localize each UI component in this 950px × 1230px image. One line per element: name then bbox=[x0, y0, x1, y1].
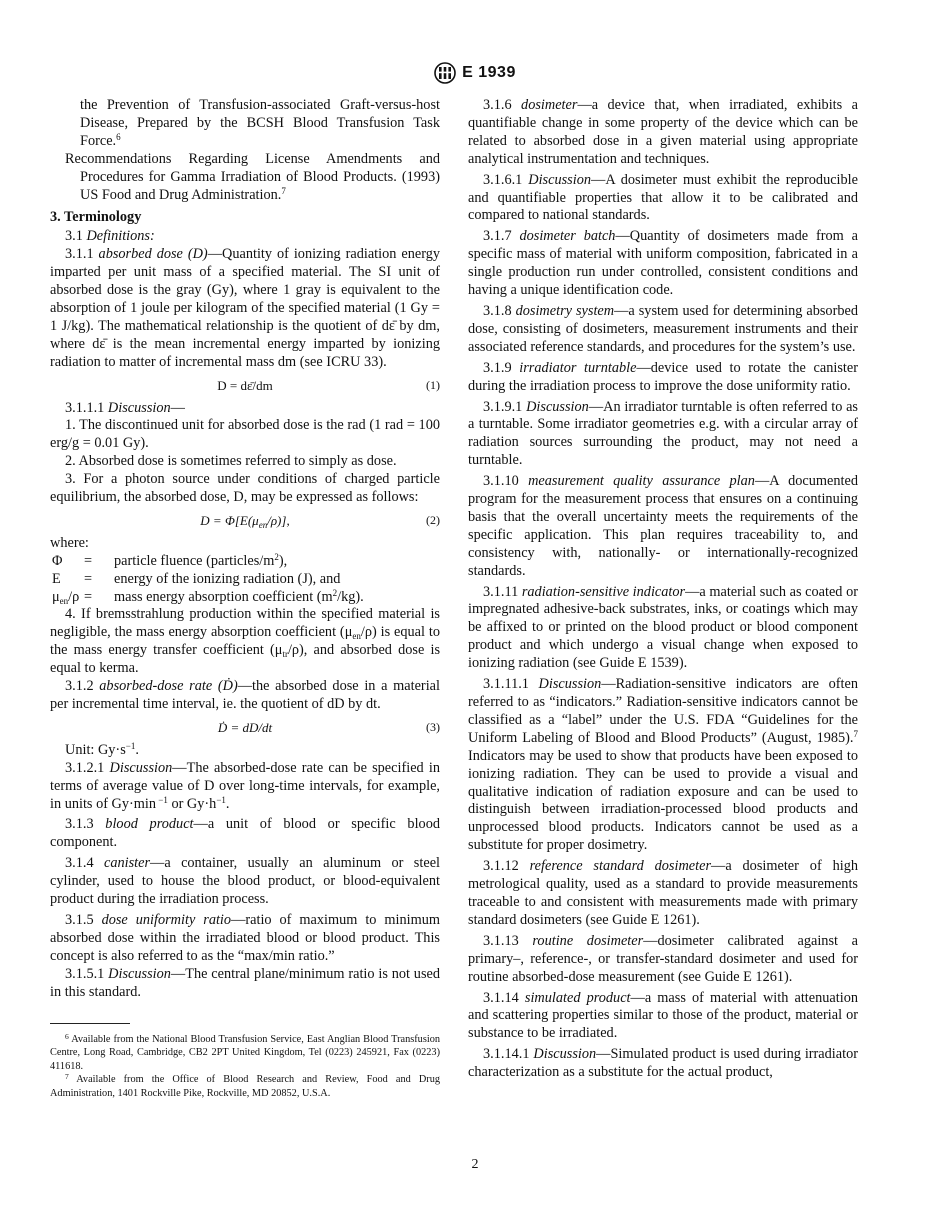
definition-absorbed-dose: 3.1.1 absorbed dose (D)—Quantity of ionizing radiation energy imparted per unit mass of a specified material. The SI unit of absorbed dose is the gray (Gy), where 1 gray is equivalent to the absorption of 1 joule per kilogram of the specified material (1 Gy = 1 J/kg). The mathematical relationship is the quotient of dε̄ by dm, where dε̄ is the mean incremental energy imparted by ionizing radiation to matter of incremental mass dm (see ICRU 33). bbox=[50, 246, 441, 370]
definition-radiation-sensitive-indicator: 3.1.11 radiation-sensitive indicator—a material such as coated or impregnated adhesive-back substrates, inks, or coatings which may be affixed to or printed on the blood product or blood component product and which undergo a visual change when exposed to ionizing radiation (see Guide E 1539). bbox=[468, 583, 858, 672]
list-item: 1. The discontinued unit for absorbed dose is the rad (1 rad = 100 erg/g = 0.01 Gy). bbox=[50, 417, 440, 452]
right-column bbox=[468, 97, 858, 1082]
equation-2: $D = \Phi[E(\mu_{en}/\rho)]$, (2) bbox=[200, 512, 440, 530]
page-number: 2 bbox=[471, 1157, 479, 1172]
definition-measurement-qa-plan: 3.1.10 measurement quality assurance plan—A documented program for the measurement process that ensures on a continuing basis that the overall uncertainty meets the requirements of the specific application. This plan requires traceability to, and consistency with, nationally- or internationally-recognized standards. bbox=[468, 473, 859, 579]
discussion-3-1-1-1: 3.1.1.1 Discussion— bbox=[65, 399, 185, 416]
list-item: 2. Absorbed dose is sometimes referred to simply as dose. bbox=[65, 453, 397, 470]
section-title: 3. Terminology bbox=[50, 209, 142, 226]
definition-3-1: 3.1 Definitions: bbox=[65, 228, 155, 245]
discussion-3-1-9-1: 3.1.9.1 Discussion—An irradiator turntable is often referred to as a turntable. Some irradiator geometries e.g. with a circular array of radiation sources surrounding the product, may not need a turntable. bbox=[468, 398, 858, 469]
definition-simulated-product: 3.1.14 simulated product—a mass of material with attenuation and scattering properties similar to those of the product, material or substance to be irradiated. bbox=[468, 989, 858, 1042]
definition-irradiator-turntable: 3.1.9 irradiator turntable—device used to rotate the canister during the irradiation process to improve the dose uniformity ratio. bbox=[468, 359, 858, 394]
where-row: Φ = particle fluence $(particles/m^2)$, bbox=[52, 551, 288, 569]
unit-line: Unit: $Gy\cdot s^{-1}$. bbox=[65, 740, 139, 758]
reference-entry: Recommendations Regarding License Amendments and Procedures for Gamma Irradiation of Blood Products. (1993) US Food and Drug Administration.$^7$ bbox=[65, 150, 440, 203]
definition-blood-product: 3.1.3 blood product—a unit of blood or specific blood component. bbox=[50, 816, 440, 851]
astm-logo-icon bbox=[434, 62, 456, 84]
list-item: 3. For a photon source under conditions of charged particle equilibrium, the absorbed dose, D, may be expressed as follows: bbox=[50, 471, 440, 506]
footnote-divider bbox=[50, 1023, 130, 1024]
page-header bbox=[0, 62, 950, 84]
definition-absorbed-dose-rate: 3.1.2 absorbed-dose rate (Ḋ)—the absorbed dose in a material per incremental time interval, ie. the quotient of dD by dt. bbox=[50, 678, 440, 712]
where-label: where: bbox=[50, 534, 89, 551]
reference-entry: the Prevention of Transfusion-associated Graft-versus-host Disease, Prepared by the BCSH Blood Transfusion Task Force.$^6$ bbox=[80, 97, 440, 149]
definition-reference-standard-dosimeter: 3.1.12 reference standard dosimeter—a dosimeter of high metrological quality, used as a standard to provide measurements traceable to and consistent with measurements made with primary standard dosimeters (see Guide E 1261). bbox=[468, 858, 858, 928]
footnote: $^6$ Available from the National Blood Transfusion Service, East Anglian Blood Transfusion Centre, Long Road, Cambridge, CB2 2PT United Kingdom, Tel (0223) 245921, Fax (0223) 411618. bbox=[50, 1031, 440, 1072]
where-row: E = energy of the ionizing radiation (J), and bbox=[52, 570, 341, 587]
discussion-3-1-11-1: 3.1.11.1 Discussion—Radiation-sensitive indicators are often referred to as “indicators.” Radiation-sensitive indicators cannot be classified as a “label” under the U.S. FDA “Guidelines for the Uniform Labeling of Blood and Blood Products” (August, 1985).$^7$ Indicators may be used to show that products have been exposed to ionizing radiation. They can be used to provide a visual and qualitative indication of radiation exposure and can be used to distinguish between irradiation-processed blood products and unprocessed blood products. Indicators cannot be used as a substitute for proper dosimetry. bbox=[468, 676, 859, 854]
left-column bbox=[50, 97, 440, 1100]
definition-dosimeter: 3.1.6 dosimeter—a device that, when irradiated, exhibits a quantifiable change in some property of the device which can be related to absorbed dose in a given material using appropriate analytical instrumentation and techniques. bbox=[468, 97, 858, 167]
list-item: 4. If bremsstrahlung production within the specified material is negligible, the mass energy absorption coefficient $(\mu_{en}/\rho)$ is equal to the mass energy transfer coefficient $(\mu_{tr}/\rho)$, and absorbed dose is equal to kerma. bbox=[50, 606, 441, 677]
definition-dose-uniformity-ratio: 3.1.5 dose uniformity ratio—ratio of maximum to minimum absorbed dose within the irradiated blood or blood product. This concept is also referred to as the “max/min ratio.” bbox=[50, 911, 441, 964]
definition-routine-dosimeter: 3.1.13 routine dosimeter—dosimeter calibrated against a primary–, reference-, or transfer-standard dosimeter and used for routine absorbed-dose measurement (see Guide E 1261). bbox=[468, 932, 858, 985]
discussion-3-1-6-1: 3.1.6.1 Discussion—A dosimeter must exhibit the reproducible and quantifiable properties that allow it to be calibrated and compared to national standards. bbox=[468, 171, 859, 224]
equation-1: D = dε̄/dm (1) bbox=[217, 377, 440, 393]
definition-canister: 3.1.4 canister—a container, usually an aluminum or steel cylinder, used to house the blood product, or blood-equivalent product during the irradiation process. bbox=[50, 855, 441, 908]
definition-dosimeter-batch: 3.1.7 dosimeter batch—Quantity of dosimeters made from a specific mass of material with uniform composition, fabricated in a single production run under controlled, consistent conditions and having a unique identification code. bbox=[468, 228, 858, 299]
discussion-3-1-2-1: 3.1.2.1 Discussion—The absorbed-dose rate can be specified in terms of average value of D over long-time intervals, for example, in units of Gy·min $^{-1}$ or $Gy\cdot h^{-1}$. bbox=[50, 759, 441, 812]
standard-code: E 1939 bbox=[462, 64, 516, 82]
discussion-3-1-14-1: 3.1.14.1 Discussion—Simulated product is used during irradiator characterization as a substitute for the actual product, bbox=[468, 1046, 859, 1081]
footnote: $^7$ Available from the Office of Blood Research and Review, Food and Drug Administration, 1401 Rockville Pike, Rockville, MD 20852, U.S.A. bbox=[50, 1072, 440, 1099]
discussion-3-1-5-1: 3.1.5.1 Discussion—The central plane/minimum ratio is not used in this standard. bbox=[50, 965, 441, 1000]
where-row: $\mu_{en}/\rho$ = mass energy absorption coefficient $(m^2/kg)$. bbox=[52, 587, 364, 606]
where-table bbox=[52, 553, 364, 607]
definition-dosimetry-system: 3.1.8 dosimetry system—a system used for determining absorbed dose, consisting of dosimeters, measurement instruments and their associated reference standards, and procedures for the system’s use. bbox=[468, 302, 858, 355]
equation-3: Ḋ = dD/dt (3) bbox=[217, 719, 440, 735]
